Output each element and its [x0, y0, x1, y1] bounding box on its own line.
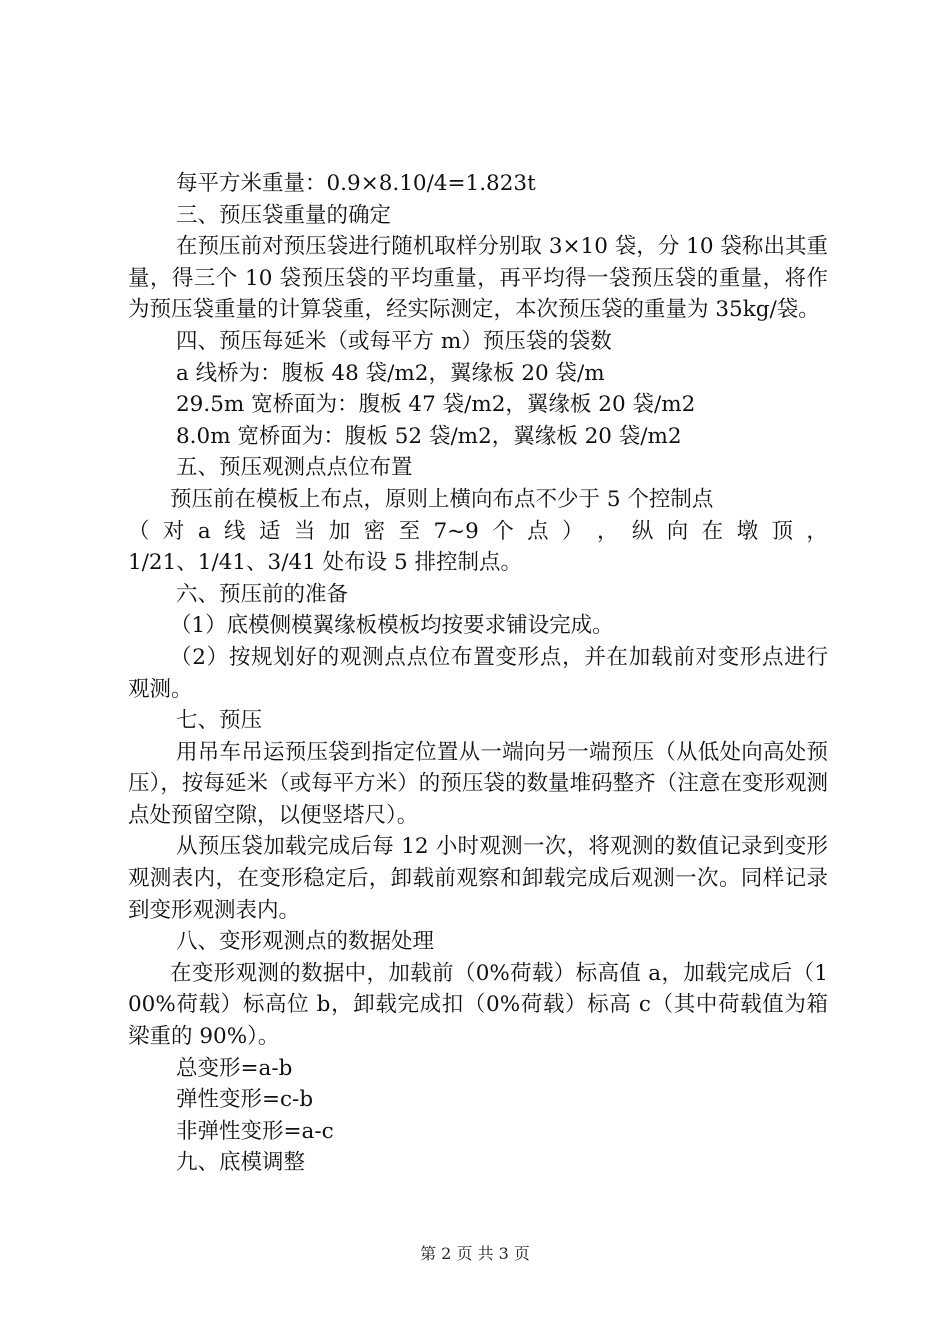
- paragraph-a-line-bridge: a 线桥为：腹板 48 袋/m2，翼缘板 20 袋/m: [176, 360, 605, 386]
- paragraph-control-rows: 1/21、1/41、3/41 处布设 5 排控制点。: [128, 550, 523, 576]
- paragraph-weight-per-sqm: 每平方米重量：0.9×8.10/4=1.823t: [176, 171, 536, 196]
- paragraph-bag-sampling: 在预压前对预压袋进行随机取样分别取 3×10 袋，分 10 袋称出其重量，得三个 10 袋预压袋的平均重量，再平均得一袋预压袋的重量，将作为预压袋重量的计算袋重，经实际测定，本次预压袋的重量为 35kg/袋。: [128, 234, 828, 323]
- paragraph-prep-item-1: （1）底模侧模翼缘板模板均按要求铺设完成。: [170, 613, 614, 639]
- paragraph-point-layout-spread-line: （ 对 a 线 适 当 加 密 至 7~9 个 点 ） ， 纵 向 在 墩 顶 ，: [128, 518, 828, 544]
- paragraph-prep-item-2: （2）按规划好的观测点点位布置变形点，并在加载前对变形点进行观测。: [128, 644, 828, 702]
- heading-section-3: 三、预压袋重量的确定: [176, 202, 392, 228]
- document-body: [128, 168, 828, 1179]
- paragraph-29-5m-deck: 29.5m 宽桥面为：腹板 47 袋/m2，翼缘板 20 袋/m2: [176, 392, 696, 418]
- heading-section-8: 八、变形观测点的数据处理: [176, 929, 435, 955]
- heading-section-5: 五、预压观测点点位布置: [176, 455, 413, 481]
- paragraph-data-processing: 在变形观测的数据中，加载前（0%荷载）标高值 a，加载完成后（100%荷载）标高位 b，卸载完成扣（0%荷载）标高 c（其中荷载值为箱梁重的 90%）。: [128, 960, 828, 1050]
- paragraph-observation-schedule: 从预压袋加载完成后每 12 小时观测一次，将观测的数值记录到变形观测表内，在变形稳定后，卸载前观察和卸载完成后观测一次。同样记录到变形观测表内。: [128, 834, 828, 923]
- formula-total-deformation: 总变形=a-b: [176, 1055, 293, 1081]
- page-footer: 第 2 页 共 3 页: [420, 1244, 530, 1263]
- paragraph-8-0m-deck: 8.0m 宽桥面为：腹板 52 袋/m2，翼缘板 20 袋/m2: [176, 423, 682, 449]
- formula-elastic-deformation: 弹性变形=c-b: [176, 1087, 314, 1113]
- heading-section-9: 九、底模调整: [176, 1150, 306, 1176]
- heading-section-4: 四、预压每延米（或每平方 m）预压袋的袋数: [176, 328, 612, 354]
- paragraph-point-layout: 预压前在模板上布点，原则上横向布点不少于 5 个控制点: [170, 486, 714, 512]
- heading-section-7: 七、预压: [176, 708, 263, 734]
- formula-inelastic-deformation: 非弹性变形=a-c: [176, 1118, 334, 1144]
- heading-section-6: 六、预压前的准备: [176, 581, 349, 607]
- paragraph-preload-method: 用吊车吊运预压袋到指定位置从一端向另一端预压（从低处向高处预压），按每延米（或每平方米）的预压袋的数量堆码整齐（注意在变形观测点处预留空隙，以便竖塔尺）。: [128, 739, 828, 828]
